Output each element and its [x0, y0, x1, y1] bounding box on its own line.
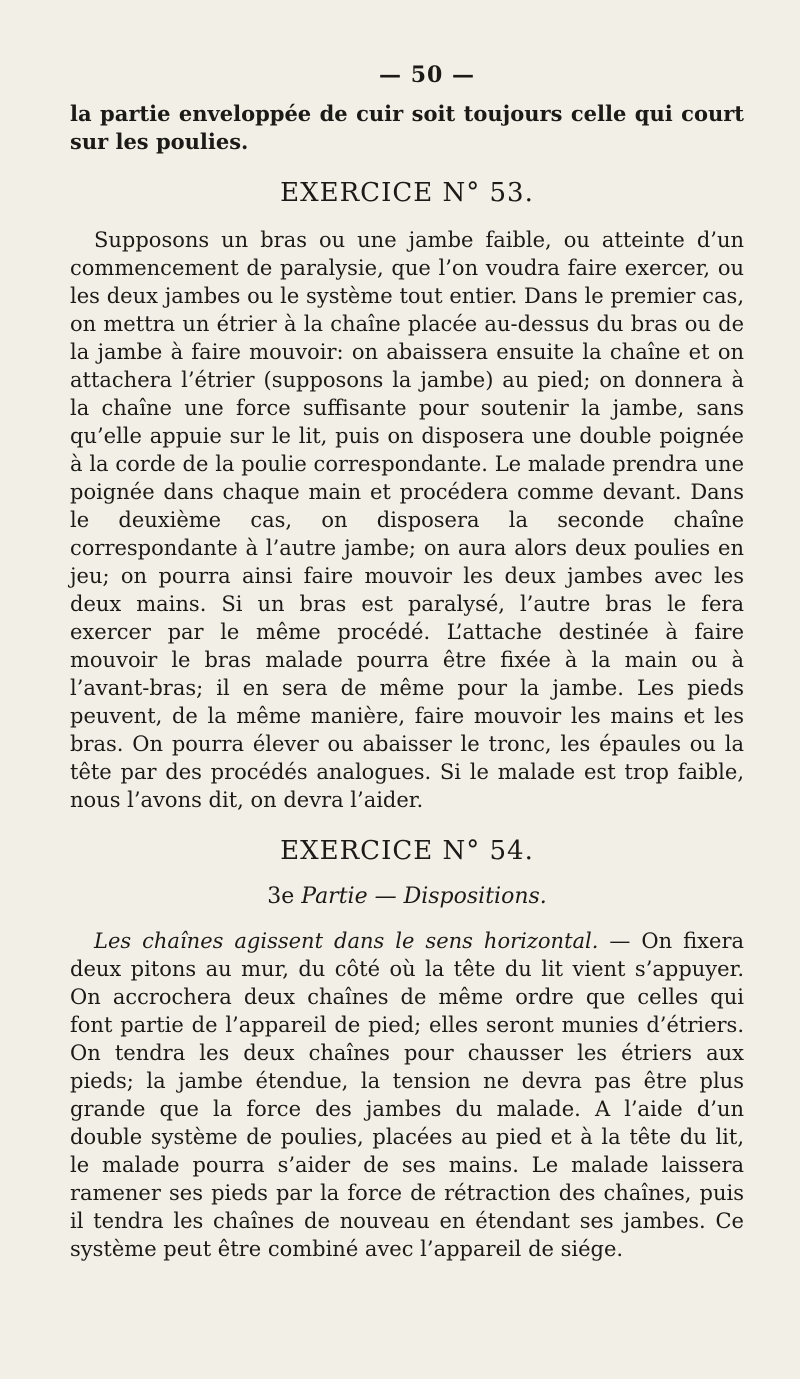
exercise-53-heading: EXERCICE N° 53.	[280, 178, 534, 208]
exercise-54-paragraph	[70, 927, 744, 1263]
exercise-54-heading: EXERCICE N° 54.	[280, 836, 534, 866]
intro-paragraph: la partie enveloppée de cuir soit toujours celle qui court sur les poulies.	[70, 101, 744, 154]
exercise-54-lead: Les chaînes agissent dans le sens horizontal.	[94, 929, 599, 953]
page-number: — 50 —	[379, 62, 475, 88]
part-title: Partie — Dispositions.	[301, 884, 547, 909]
exercise-53-paragraph: Supposons un bras ou une jambe faible, ou atteinte d’un commencement de paralysie, que l’on voudra faire exercer, ou les deux jambes ou le système tout entier. Dans le premier cas, on mettra un étrier à la chaîne placée au-dessus du bras ou de la jambe à faire mouvoir: on abaissera ensuite la chaîne et on attachera l’étrier (supposons la jambe) au pied; on donnera à la chaîne une force suffisante pour soutenir la jambe, sans qu’elle appuie sur le lit, puis on disposera une double poignée à la corde de la poulie correspondante. Le malade prendra une poignée dans chaque main et procédera comme devant. Dans le deuxième cas, on disposera la seconde chaîne correspondante à l’autre jambe; on aura alors deux poulies en jeu; on pourra ainsi faire mouvoir les deux jambes avec les deux mains. Si un bras est paralysé, l’autre bras le fera exercer par le même procédé. L’attache destinée à faire mouvoir le bras malade pourra être fixée à la main ou à l’avant-bras; il en sera de même pour la jambe. Les pieds peuvent, de la même manière, faire mouvoir les mains et les bras. On pourra élever ou abaisser le tronc, les épaules ou la tête par des procédés analogues. Si le malade est trop faible, nous l’avons dit, on devra l’aider.	[70, 228, 744, 812]
part-subheading	[70, 884, 744, 909]
exercise-54-body: — On fixera deux pitons au mur, du côté où la tête du lit vient s’appuyer. On accrochera deux chaînes de même ordre que celles qui font partie de l’appareil de pied; elles seront munies d’étriers. On tendra les deux chaînes pour chausser les étriers aux pieds; la jambe étendue, la tension ne devra pas être plus grande que la force des jambes du malade. A l’aide d’un double système de poulies, placées au pied et à la tête du lit, le malade pourra s’aider de ses mains. Le malade laissera ramener ses pieds par la force de rétraction des chaînes, puis il tendra les chaînes de nouveau en étendant ses jambes. Ce système peut être combiné avec l’appareil de siége.	[70, 929, 745, 1261]
part-number: 3e	[267, 884, 295, 909]
